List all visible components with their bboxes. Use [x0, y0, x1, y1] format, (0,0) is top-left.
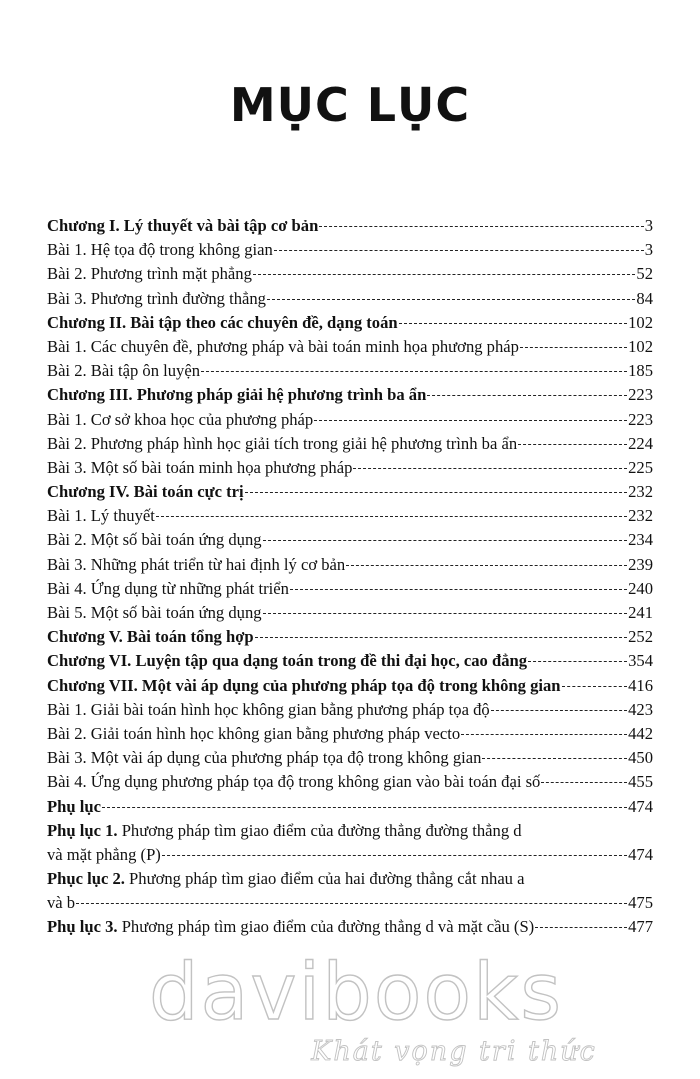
dot-leader — [263, 611, 628, 614]
toc-entry-prefix: Phục lục 2. — [47, 869, 125, 889]
toc-entry — [47, 797, 653, 821]
toc-entry-label: Chương I. Lý thuyết và bài tập cơ bản — [47, 216, 319, 235]
toc-entry-label: Bài 3. Một vài áp dụng của phương pháp tọa độ trong không gian — [47, 748, 482, 768]
toc-entry-page: 84 — [636, 288, 653, 308]
toc-entry — [47, 458, 653, 482]
toc-entry-page: 234 — [628, 530, 653, 550]
toc-entry-label: Bài 2. Phương pháp hình học giải tích trong giải hệ phương trình ba ẩn — [47, 433, 518, 453]
toc-entry — [47, 240, 653, 264]
toc-entry-page: 223 — [628, 385, 653, 405]
watermark-slogan: Khát vọng tri thức — [311, 1036, 597, 1067]
dot-leader — [274, 248, 644, 251]
dot-leader — [102, 805, 627, 808]
toc-entry — [47, 289, 653, 313]
toc-entry — [47, 264, 653, 288]
toc-entry-label: Bài 1. Các chuyên đề, phương pháp và bài toán minh họa phương pháp — [47, 336, 519, 356]
toc-entry — [47, 216, 653, 240]
toc-entry-label — [47, 821, 522, 841]
dot-leader — [156, 514, 627, 517]
toc-entry-page: 475 — [628, 893, 653, 913]
toc-entry-label: Bài 2. Bài tập ôn luyện — [47, 361, 201, 381]
toc-entry — [47, 555, 653, 579]
toc-entry-label: Bài 4. Ứng dụng phương pháp tọa độ trong không gian vào bài toán đại số — [47, 772, 541, 792]
toc-entry-page: 224 — [628, 433, 653, 453]
dot-leader — [535, 925, 627, 928]
toc-entry-page: 241 — [628, 603, 653, 622]
toc-entry — [47, 434, 653, 458]
toc-entry — [47, 627, 653, 651]
dot-leader — [245, 490, 628, 493]
toc-entry-label: Bài 3. Phương trình đường thẳng — [47, 288, 266, 308]
toc-entry — [47, 313, 653, 337]
dot-leader — [201, 369, 627, 372]
toc-entry-title: Phương pháp tìm giao điểm của đường thẳng d và mặt cầu (S) — [117, 917, 535, 937]
toc-entry-page: 185 — [628, 361, 653, 381]
toc-entry — [47, 530, 653, 554]
toc-entry-label: Bài 4. Ứng dụng từ những phát triển — [47, 578, 289, 598]
toc-entry-page: 450 — [628, 748, 653, 768]
toc-entry-label: Bài 1. Cơ sở khoa học của phương pháp — [47, 409, 314, 429]
dot-leader — [562, 684, 628, 687]
toc-entry-label — [47, 917, 534, 937]
toc-entry-label: Bài 2. Giải toán hình học không gian bằng phương pháp vecto — [47, 723, 461, 743]
toc-entry-page: 102 — [628, 312, 653, 332]
toc-entry — [47, 506, 653, 530]
toc-entry — [47, 482, 653, 506]
toc-entry-page: 225 — [628, 457, 653, 477]
toc-entry-title: Phương pháp tìm giao điểm của đường thẳng đường thẳng d — [117, 820, 522, 840]
toc-entry-page: 239 — [628, 554, 653, 574]
toc-entry-page: 423 — [628, 699, 653, 719]
watermark-brand: davibooks — [149, 948, 563, 1038]
dot-leader — [353, 466, 627, 469]
toc-entry-page: 3 — [644, 216, 653, 235]
toc-entry — [47, 700, 653, 724]
toc-entry — [47, 385, 653, 409]
toc-entry-title: Phương pháp tìm giao điểm của hai đường thẳng cắt nhau a — [124, 869, 525, 889]
toc-entry-label: Bài 1. Lý thuyết — [47, 506, 155, 526]
dot-leader — [541, 780, 627, 783]
toc-entry-label: Chương IV. Bài toán cực trị — [47, 482, 244, 502]
dot-leader — [520, 345, 627, 348]
toc-entry-label: Chương II. Bài tập theo các chuyên đề, dạng toán — [47, 312, 398, 332]
toc-entry — [47, 821, 653, 845]
dot-leader — [427, 393, 627, 396]
toc-entry-page: 102 — [628, 336, 653, 356]
dot-leader — [253, 272, 636, 275]
toc-entry — [47, 748, 653, 772]
toc-entry — [47, 845, 653, 869]
dot-leader — [255, 635, 627, 638]
toc-entry-label: Bài 1. Giải bài toán hình học không gian bằng phương pháp tọa độ — [47, 699, 490, 719]
toc-entry-page: 252 — [628, 627, 653, 647]
toc-entry — [47, 917, 653, 941]
toc-entry-page: 232 — [628, 506, 653, 526]
toc-entry — [47, 579, 653, 603]
toc-entry — [47, 893, 653, 917]
dot-leader — [399, 321, 628, 324]
dot-leader — [290, 587, 627, 590]
toc-entry-label: Phụ lục — [47, 796, 101, 816]
toc-entry-page: 240 — [628, 578, 653, 598]
toc-entry-page: 455 — [628, 772, 653, 792]
toc-entry-continuation: và b — [47, 893, 76, 913]
toc-entry-label: Bài 2. Một số bài toán ứng dụng — [47, 530, 262, 550]
toc-entry-label: Chương V. Bài toán tổng hợp — [47, 627, 254, 647]
toc-entry-page: 354 — [628, 651, 653, 671]
toc-entry-page: 416 — [628, 675, 653, 695]
toc-entry-page: 52 — [636, 264, 653, 284]
toc-entry-label: Bài 3. Một số bài toán minh họa phương pháp — [47, 457, 353, 477]
toc-entry — [47, 651, 653, 675]
toc-entry — [47, 676, 653, 700]
toc-entry-continuation: và mặt phẳng (P) — [47, 844, 161, 864]
toc-entry-page: 474 — [628, 796, 653, 816]
toc-entry-label: Chương III. Phương pháp giải hệ phương trình ba ẩn — [47, 385, 427, 405]
toc-entry — [47, 361, 653, 385]
toc-entry — [47, 724, 653, 748]
toc-entry-page: 232 — [628, 482, 653, 502]
toc-entry-page: 223 — [628, 409, 653, 429]
toc-entry-page: 474 — [628, 844, 653, 864]
toc-entry — [47, 772, 653, 796]
dot-leader — [267, 297, 635, 300]
toc-entry-prefix: Phụ lục 1. — [47, 820, 118, 840]
toc-entry-label: Chương VI. Luyện tập qua dạng toán trong đề thi đại học, cao đẳng — [47, 651, 528, 671]
dot-leader — [346, 563, 627, 566]
dot-leader — [263, 538, 628, 541]
toc-entry-label: Bài 5. Một số bài toán ứng dụng — [47, 603, 262, 622]
toc-entry-page: 3 — [644, 240, 653, 260]
toc-entry-label: Bài 3. Những phát triển từ hai định lý cơ bản — [47, 554, 346, 574]
toc-entry — [47, 869, 653, 893]
toc-entry — [47, 337, 653, 361]
dot-leader — [518, 442, 627, 445]
page-title: MỤC LỤC — [229, 78, 471, 132]
toc-entry-prefix: Phụ lục 3. — [47, 917, 118, 937]
dot-leader — [76, 901, 627, 904]
dot-leader — [461, 732, 627, 735]
toc-entry — [47, 410, 653, 434]
dot-leader — [319, 224, 643, 227]
toc-entry-label: Bài 1. Hệ tọa độ trong không gian — [47, 240, 273, 260]
dot-leader — [491, 708, 627, 711]
toc-entry-page: 477 — [628, 917, 653, 937]
toc-entry-page: 442 — [628, 723, 653, 743]
dot-leader — [162, 853, 627, 856]
dot-leader — [314, 418, 627, 421]
toc-entry-label: Bài 2. Phương trình mặt phẳng — [47, 264, 252, 284]
dot-leader — [528, 659, 627, 662]
toc-entry — [47, 603, 653, 627]
toc-entry-label: Chương VII. Một vài áp dụng của phương pháp tọa độ trong không gian — [47, 675, 561, 695]
toc-entry-label — [47, 869, 525, 889]
table-of-contents — [47, 216, 653, 942]
dot-leader — [482, 756, 627, 759]
